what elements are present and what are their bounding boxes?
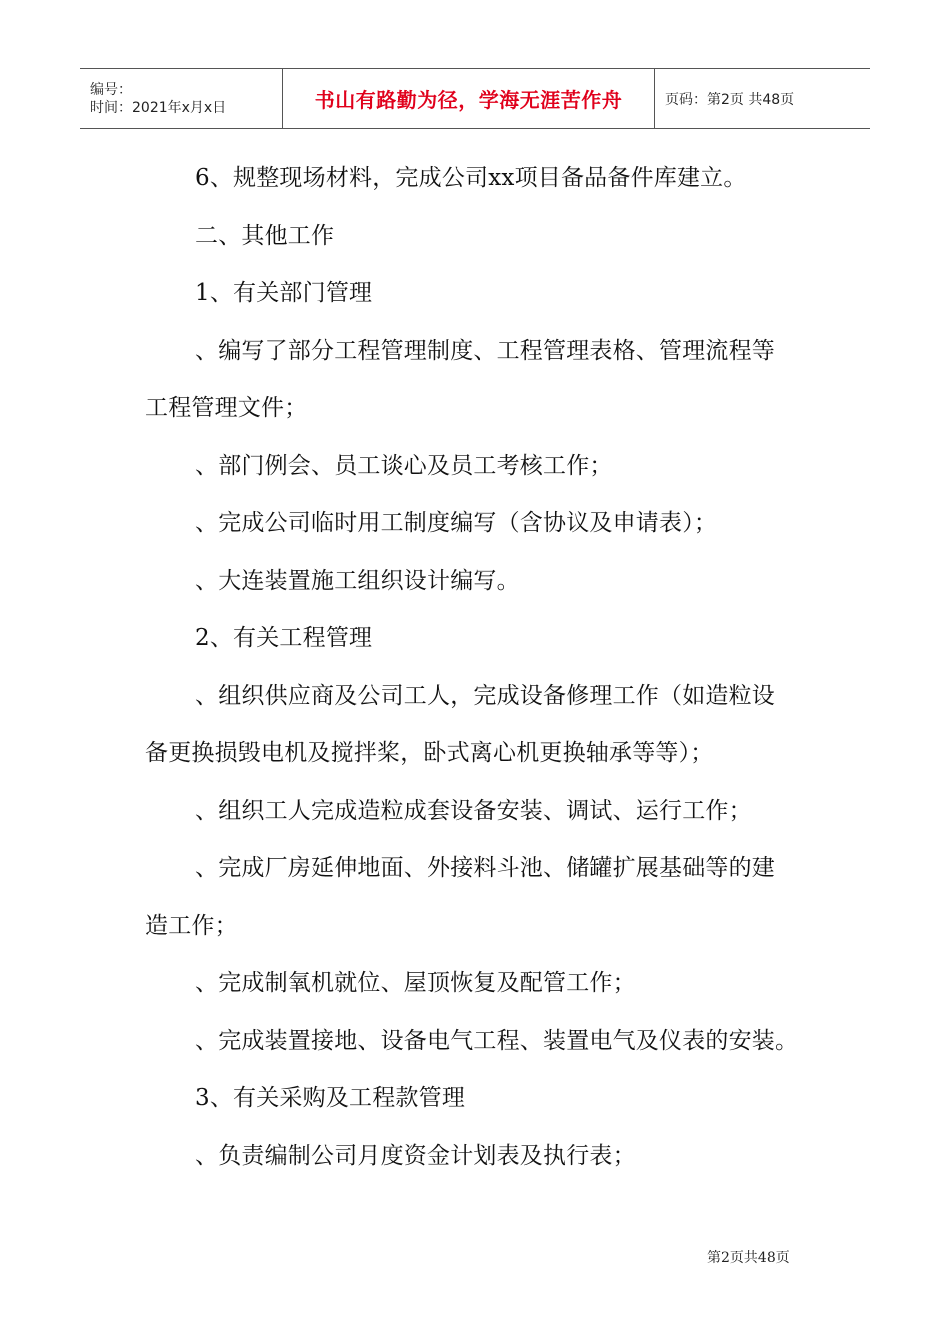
document-number: 编号：	[90, 81, 132, 98]
paragraph-line: 3、有关采购及工程款管理	[195, 1085, 466, 1111]
paragraph-line: 、完成制氧机就位、屋顶恢复及配管工作；	[195, 970, 636, 996]
paragraph-line: 、部门例会、员工谈心及员工考核工作；	[195, 452, 613, 479]
document-date: 时间：2021年x月x日	[90, 99, 227, 116]
paragraph-line: 1、有关部门管理	[195, 280, 373, 306]
page-header	[80, 68, 870, 129]
paragraph-line: 、完成装置接地、设备电气工程、装置电气及仪表的安装。	[195, 1027, 799, 1054]
paragraph-line: 2、有关工程管理	[195, 625, 373, 651]
paragraph-line: 、负责编制公司月度资金计划表及执行表；	[195, 1142, 636, 1169]
paragraph-line: 造工作；	[145, 912, 238, 939]
paragraph-line: 备更换损毁电机及搅拌桨，卧式离心机更换轴承等等）；	[145, 740, 714, 766]
page-footer: 第2页共48页	[707, 1250, 790, 1266]
paragraph-line: 、完成公司临时用工制度编写（含协议及申请表）；	[195, 510, 718, 536]
paragraph-line: 二、其他工作	[195, 222, 335, 249]
paragraph-line: 、大连装置施工组织设计编写。	[195, 567, 520, 594]
paragraph-line: 工程管理文件；	[145, 395, 308, 421]
document-body	[145, 150, 825, 1185]
paragraph-line: 、组织工人完成造粒成套设备安装、调试、运行工作；	[195, 797, 752, 824]
paragraph-line: 6、规整现场材料，完成公司xx项目备品备件库建立。	[195, 165, 747, 191]
header-page-info: 页码：第2页 共48页	[665, 91, 795, 108]
paragraph-line: 、完成厂房延伸地面、外接料斗池、储罐扩展基础等的建	[195, 855, 775, 881]
header-motto: 书山有路勤为径，学海无涯苦作舟	[282, 69, 655, 128]
header-meta	[80, 69, 282, 128]
paragraph-line: 、编写了部分工程管理制度、工程管理表格、管理流程等	[195, 337, 775, 364]
paragraph-line: 、组织供应商及公司工人，完成设备修理工作（如造粒设	[195, 682, 775, 709]
